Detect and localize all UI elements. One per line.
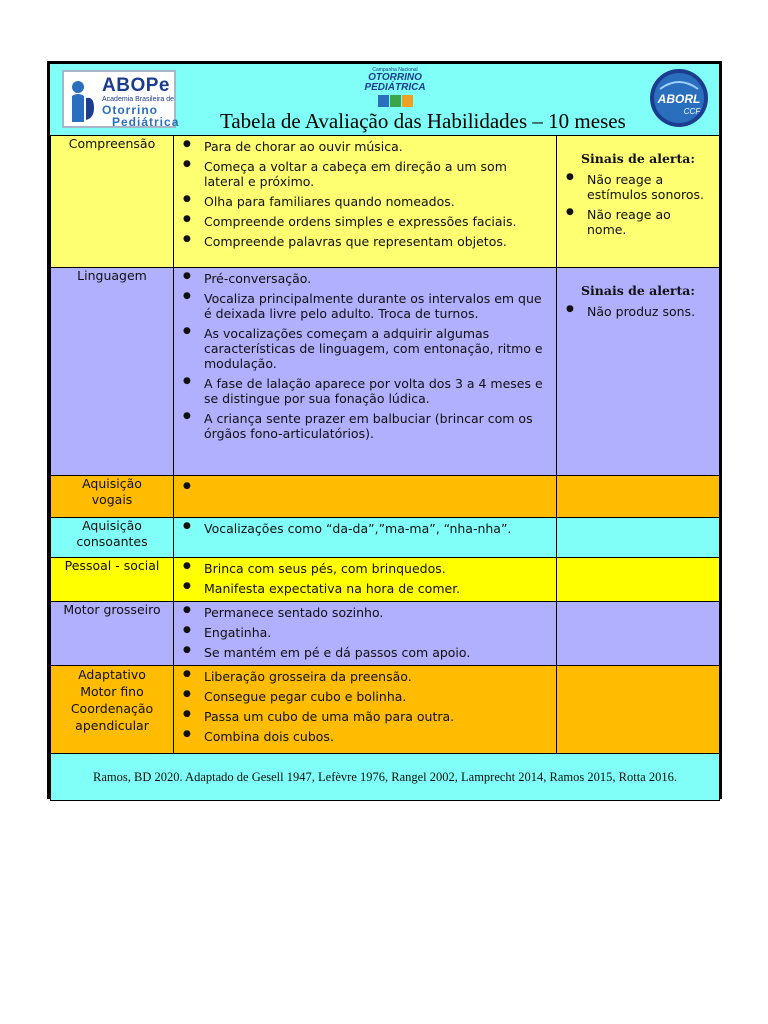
abope-logo xyxy=(62,70,180,129)
otorrino-logo-line2: PEDIÁTRICA xyxy=(364,82,426,93)
skill-item: ● Compreende ordens simples e expressões faciais. xyxy=(180,214,550,229)
skill-row xyxy=(51,558,720,602)
alert-signs-cell xyxy=(557,518,720,558)
alert-signs-cell xyxy=(557,476,720,518)
skill-items-list xyxy=(180,669,550,744)
skill-area-label: Pessoal - social xyxy=(51,558,174,602)
skill-item: ● Passa um cubo de uma mão para outra. xyxy=(180,709,550,724)
abope-logo-line3: Pediátrica xyxy=(112,115,180,129)
abope-figure-icon xyxy=(68,78,98,124)
page-title: Tabela de Avaliação das Habilidades – 10 meses xyxy=(220,109,626,133)
skill-area-label: Adaptativo Motor fino Coordenação apendicular xyxy=(51,666,174,754)
skill-row xyxy=(51,518,720,558)
alert-signs-list xyxy=(563,304,713,319)
skill-area-label: Linguagem xyxy=(51,268,174,476)
aborl-logo-name: ABORL xyxy=(657,92,701,106)
skill-item: ● A fase de lalação aparece por volta dos 3 a 4 meses e se distingue por sua fonação lúdica. xyxy=(180,376,550,406)
skills-table xyxy=(50,135,720,801)
skill-items-list xyxy=(180,561,550,596)
ear-icon xyxy=(378,95,389,107)
skill-row xyxy=(51,136,720,268)
alert-signs-cell xyxy=(557,136,720,268)
skill-item: ● Se mantém em pé e dá passos com apoio. xyxy=(180,645,550,660)
table-header xyxy=(50,64,719,136)
alert-signs-list xyxy=(563,172,713,237)
skill-item: ● Manifesta expectativa na hora de comer. xyxy=(180,581,550,596)
skill-area-label: Aquisição consoantes xyxy=(51,518,174,558)
alert-signs-cell xyxy=(557,666,720,754)
skill-item: ● Vocaliza principalmente durante os intervalos em que é deixada livre pelo adulto. Troca de turnos. xyxy=(180,291,550,321)
alert-sign-item: ● Não produz sons. xyxy=(563,304,713,319)
abope-logo-line2: Otorrino xyxy=(102,103,158,117)
skill-row xyxy=(51,268,720,476)
alert-signs-cell xyxy=(557,558,720,602)
skill-item: ● A criança sente prazer em balbuciar (brincar com os órgãos fono-articulatórios). xyxy=(180,411,550,441)
skill-area-label: Aquisição vogais xyxy=(51,476,174,518)
skill-item: ● As vocalizações começam a adquirir algumas características de linguagem, com entonação, ritmo e modulação. xyxy=(180,326,550,371)
aborl-logo-sub: CCF xyxy=(683,107,701,116)
skill-items-list xyxy=(180,271,550,441)
skill-item: ● Olha para familiares quando nomeados. xyxy=(180,194,550,209)
skill-items-cell xyxy=(174,518,557,558)
skill-row xyxy=(51,602,720,666)
abope-logo-name: ABOPe xyxy=(102,75,170,96)
otorrino-logo-small: Campanha Nacional xyxy=(372,67,418,73)
alert-sign-item: ● Não reage ao nome. xyxy=(563,207,713,237)
skill-row xyxy=(51,666,720,754)
otorrino-logo-icons xyxy=(360,95,430,107)
abope-logo-line1: Academia Brasileira de xyxy=(102,96,174,103)
skill-item: ● Consegue pegar cubo e bolinha. xyxy=(180,689,550,704)
skill-items-cell xyxy=(174,476,557,518)
skill-items-cell xyxy=(174,602,557,666)
alert-signs-cell xyxy=(557,268,720,476)
skill-items-list xyxy=(180,139,550,249)
nose-icon xyxy=(390,95,401,107)
skill-item: ● Engatinha. xyxy=(180,625,550,640)
skill-item: ● Vocalizações como “da-da”,”ma-ma”, “nha-nha”. xyxy=(180,521,550,536)
skill-items-cell xyxy=(174,268,557,476)
alert-signs-title: Sinais de alerta: xyxy=(580,283,696,298)
skill-item: ● Pré-conversação. xyxy=(180,271,550,286)
skill-row xyxy=(51,476,720,518)
skill-area-label: Compreensão xyxy=(51,136,174,268)
otorrino-pediatrica-logo xyxy=(360,67,430,113)
skill-item: ● Começa a voltar a cabeça em direção a um som lateral e próximo. xyxy=(180,159,550,189)
skill-item: ● Permanece sentado sozinho. xyxy=(180,605,550,620)
alert-signs-title: Sinais de alerta: xyxy=(580,151,696,166)
alert-signs-cell xyxy=(557,602,720,666)
skill-items-cell xyxy=(174,136,557,268)
skill-item: ● Brinca com seus pés, com brinquedos. xyxy=(180,561,550,576)
evaluation-table-frame xyxy=(47,61,722,799)
skill-area-label: Motor grosseiro xyxy=(51,602,174,666)
citation-footer: Ramos, BD 2020. Adaptado de Gesell 1947, Lefèvre 1976, Rangel 2002, Lamprecht 2014, Ramos 2015, Rotta 2016. xyxy=(51,754,720,801)
skill-item: ● Liberação grosseira da preensão. xyxy=(180,669,550,684)
skill-item: ● Para de chorar ao ouvir música. xyxy=(180,139,550,154)
skill-items-cell xyxy=(174,558,557,602)
skill-items-list xyxy=(180,605,550,660)
skill-item: ● Compreende palavras que representam objetos. xyxy=(180,234,550,249)
skill-items-cell xyxy=(174,666,557,754)
alert-sign-item: ● Não reage a estímulos sonoros. xyxy=(563,172,713,202)
throat-icon xyxy=(402,95,413,107)
skill-item: ● Combina dois cubos. xyxy=(180,729,550,744)
skill-items-list xyxy=(180,521,550,536)
otorrino-logo-line1: OTORRINO xyxy=(368,72,422,83)
